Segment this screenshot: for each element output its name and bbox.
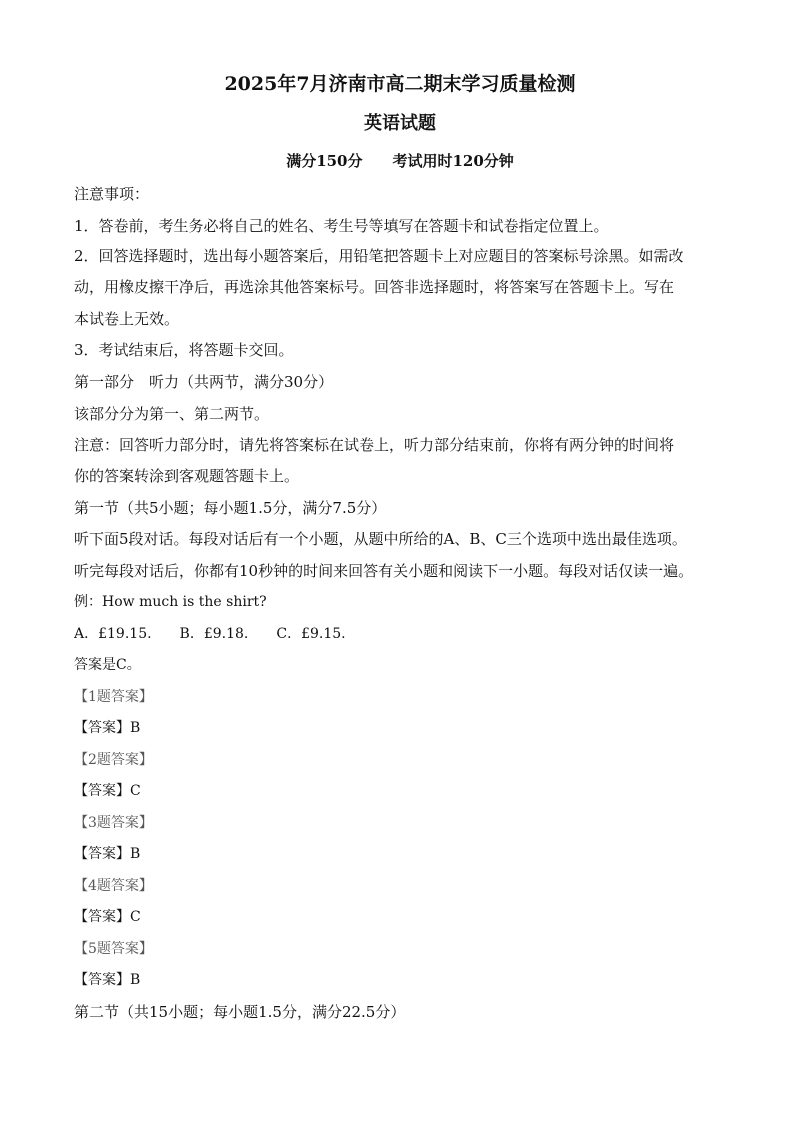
- section2-heading: 第二节（共15小题；每小题1.5分，满分22.5分）: [74, 1003, 406, 1021]
- notice-item-2-line-2: 动，用橡皮擦干净后，再选涂其他答案标号。回答非选择题时，将答案写在答题卡上。写在: [74, 278, 675, 296]
- part1-intro: 该部分分为第一、第二两节。: [74, 405, 270, 423]
- document-subtitle: 英语试题: [364, 113, 436, 134]
- answer-value: 【答案】B: [74, 972, 141, 988]
- example-answer: 答案是C。: [74, 657, 141, 673]
- section1-instructions-line-1: 听下面5段对话。每段对话后有一个小题，从题中所给的A、B、C三个选项中选出最佳选项。: [74, 530, 687, 548]
- part1-heading: 第一部分 听力（共两节，满分30分）: [74, 373, 334, 391]
- question-label: 【3题答案】: [74, 815, 153, 831]
- notice-item-3: 3．考试结束后，将答题卡交回。: [74, 341, 294, 359]
- answer-value: 【答案】B: [74, 720, 141, 736]
- example-question: 例：How much is the shirt?: [74, 594, 267, 610]
- part1-note-line-1: 注意：回答听力部分时，请先将答案标在试卷上，听力部分结束前，你将有两分钟的时间将: [74, 436, 675, 454]
- question-label: 【5题答案】: [74, 941, 153, 957]
- answer-value: 【答案】C: [74, 783, 141, 799]
- answer-value: 【答案】C: [74, 909, 141, 925]
- question-label: 【4题答案】: [74, 878, 153, 894]
- section1-heading: 第一节（共5小题；每小题1.5分，满分7.5分）: [74, 499, 387, 517]
- notice-item-1: 1．答卷前，考生务必将自己的姓名、考生号等填写在答题卡和试卷指定位置上。: [74, 217, 609, 235]
- notice-heading: 注意事项：: [74, 185, 150, 203]
- notice-item-2-line-3: 本试卷上无效。: [74, 310, 180, 328]
- section1-instructions-line-2: 听完每段对话后，你都有10秒钟的时间来回答有关小题和阅读下一小题。每段对话仅读一遍。: [74, 562, 694, 580]
- question-label: 【1题答案】: [74, 689, 153, 705]
- answer-value: 【答案】B: [74, 846, 141, 862]
- exam-info: 满分150分 考试用时120分钟: [286, 152, 514, 170]
- example-options: A．£19.15. B．£9.18. C．£9.15.: [74, 626, 346, 642]
- notice-item-2-line-1: 2．回答选择题时，选出每小题答案后，用铅笔把答题卡上对应题目的答案标号涂黑。如需改: [74, 247, 684, 265]
- part1-note-line-2: 你的答案转涂到客观题答题卡上。: [74, 467, 300, 485]
- document-title: 2025年7月济南市高二期末学习质量检测: [224, 73, 576, 95]
- question-label: 【2题答案】: [74, 752, 153, 768]
